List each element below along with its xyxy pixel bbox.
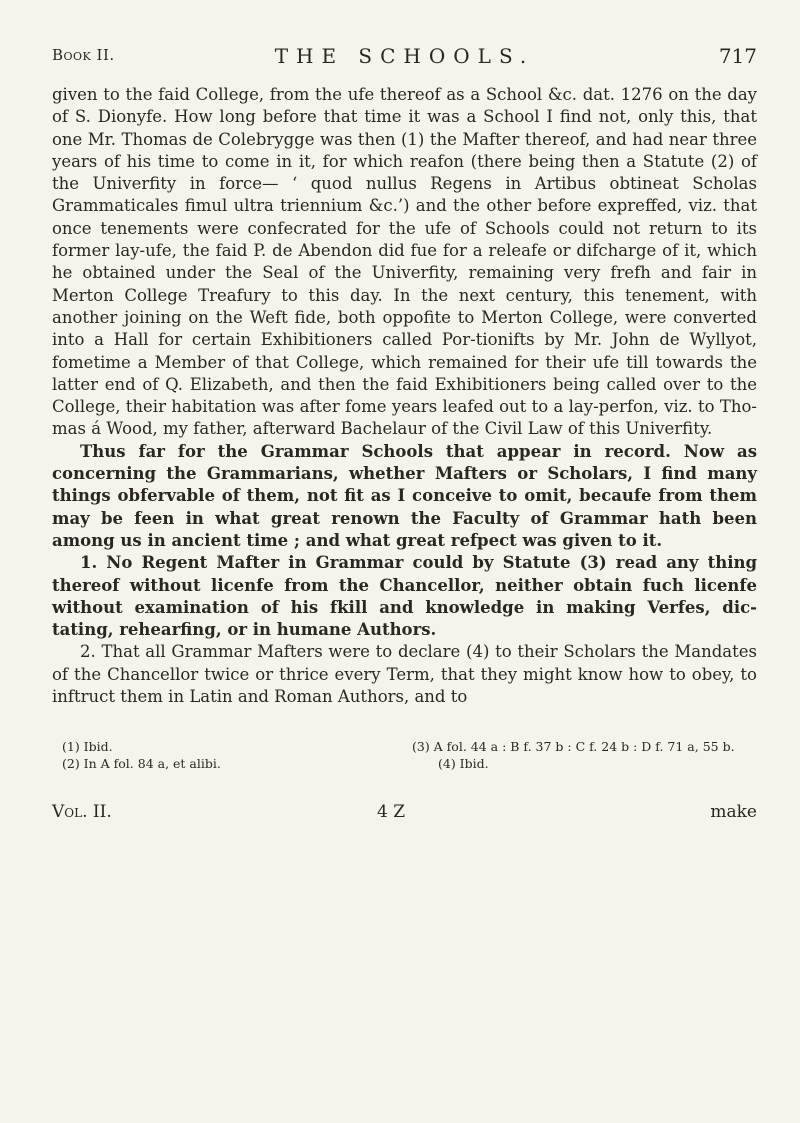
- signature-mark: 4 Z: [377, 802, 406, 823]
- footnote-4: (4) Ibid.: [438, 756, 489, 772]
- footnotes-left-column: [62, 738, 342, 772]
- footnotes: [52, 738, 757, 798]
- book-label: Book II.: [52, 46, 115, 64]
- footnote-3: (3) A fol. 44 a : B f. 37 b : C f. 24 b : D f. 71 a, 55 b.: [412, 739, 735, 755]
- body-text: [52, 84, 757, 708]
- page-footer: [52, 802, 757, 830]
- paragraph-item-2: 2. That all Grammar Mafters were to declare (4) to their Scholars the Mandates of the Chancellor twice or thrice every Term, that they might know how to obey, to inftruct them in Latin and Roman Authors, and to: [52, 642, 757, 707]
- footnote-1: (1) Ibid.: [62, 739, 113, 755]
- footnotes-right-column: [412, 738, 757, 772]
- page-number: 717: [718, 44, 757, 68]
- running-header: [52, 40, 757, 84]
- paragraph-item-1: 1. No Regent Mafter in Grammar could by Statute (3) read any thing thereof without licenfe from the Chancellor, neither obtain fuch licenfe without examination of his fkill and knowledge in making Verfes, dic-tating, rehearfing, or in humane Authors.: [52, 553, 757, 640]
- footnote-2: (2) In A fol. 84 a, et alibi.: [62, 756, 221, 772]
- paragraph-grammarians: Thus far for the Grammar Schools that appear in record. Now as concerning the Grammarians, whether Mafters or Scholars, I find many things obfervable of them, not fit as I conceive to omit, becaufe from them may be feen in what great renown the Faculty of Grammar hath been among us in ancient time ; and what great refpect was given to it.: [52, 441, 757, 550]
- running-title: THE SCHOOLS.: [274, 44, 535, 68]
- volume-label: Vol. II.: [52, 802, 112, 823]
- catchword: make: [710, 802, 757, 823]
- paragraph-continuation: given to the faid College, from the ufe thereof as a School &c. dat. 1276 on the day of S. Dionyfe. How long before that time it was a School I find not, only this, that one Mr. Thomas de Colebrygge was then (1) the Mafter thereof, and had near three years of his time to come in it, for which reafon (there being then a Statute (2) of the Univerfity in force— ‘ quod nullus Regens in Artibus obtineat Scholas Grammaticales fimul ultra triennium &c.’) and the other before expreffed, viz. that once tenements were confecrated for the ufe of Schools could not return to its former lay-ufe, the faid P. de Abendon did fue for a releafe or difcharge of it, which he obtained under the Seal of the Univerfity, remaining very frefh and fair in Merton College Treafury to this day. In the next century, this tenement, with another joining on the Weft fide, both oppofite to Merton College, were converted into a Hall for certain Exhibitioners called Por-tionifts by Mr. John de Wyllyot, fometime a Member of that College, which remained for their ufe till towards the latter end of Q. Elizabeth, and then the faid Exhibitioners being called over to the College, their habitation was after fome years leafed out to a lay-perfon, viz. to Tho-mas á Wood, my father, afterward Bachelaur of the Civil Law of this Univerfity.: [52, 85, 757, 439]
- book-page: [52, 40, 757, 830]
